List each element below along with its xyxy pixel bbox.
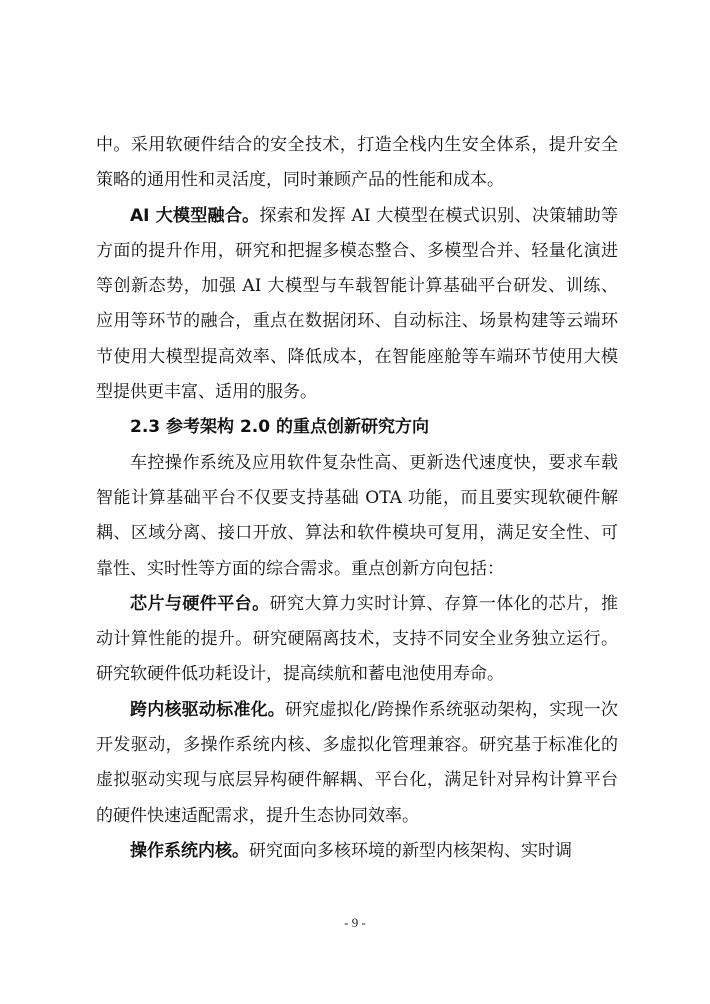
paragraph-lead: 操作系统内核。 <box>130 840 249 861</box>
section-heading: 2.3 参考架构 2.0 的重点创新研究方向 <box>130 417 429 438</box>
paragraph-continuation <box>96 128 618 199</box>
paragraph-text: 研究面向多核环境的新型内核架构、实时调 <box>249 840 572 861</box>
paragraph-chip-hardware <box>96 587 618 693</box>
paragraph-text: 研究虚拟化/跨操作系统驱动架构，实现一次开发驱动，多操作系统内核、多虚拟化管理兼容。研究基于标准化的虚拟驱动实现与底层异构硬件解耦、平台化，满足针对异构计算平台的硬件快速适配需求，提升生态协同效率。 <box>96 699 618 826</box>
page-number: - 9 - <box>344 915 366 930</box>
paragraph-text: 研究大算力实时计算、存算一体化的芯片，推动计算性能的提升。研究硬隔离技术，支持不同安全业务独立运行。研究软硬件低功耗设计，提高续航和蓄电池使用寿命。 <box>96 593 619 685</box>
paragraph-lead: 芯片与硬件平台。 <box>130 593 270 614</box>
paragraph-cross-kernel-driver <box>96 693 618 834</box>
body-text <box>96 128 618 869</box>
paragraph-text: 探索和发挥 AI 大模型在模式识别、决策辅助等方面的提升作用，研究和把握多模态整合、多模型合并、轻量化演进等创新态势，加强 AI 大模型与车载智能计算基础平台研发、训练、应用等环节的融合，重点在数据闭环、自动标注、场景构建等云端环节使用大模型提高效率、降低成本，在智能座舱等车端环节使用大模型提供更丰富、适用的服务。 <box>96 205 618 403</box>
paragraph-os-kernel <box>96 834 618 869</box>
paragraph-lead: 跨内核驱动标准化。 <box>130 699 286 720</box>
paragraph-lead: AI 大模型融合。 <box>130 205 260 226</box>
paragraph-text: 中。采用软硬件结合的安全技术，打造全栈内生安全体系，提升安全策略的通用性和灵活度，同时兼顾产品的性能和成本。 <box>96 135 618 191</box>
paragraph-ai-model <box>96 199 618 411</box>
paragraph-intro <box>96 446 618 587</box>
paragraph-text: 车控操作系统及应用软件复杂性高、更新迭代速度快，要求车载智能计算基础平台不仅要支持基础 OTA 功能，而且要实现软硬件解耦、区域分离、接口开放、算法和软件模块可复用，满足安全性、可靠性、实时性等方面的综合需求。重点创新方向包括： <box>96 452 618 579</box>
